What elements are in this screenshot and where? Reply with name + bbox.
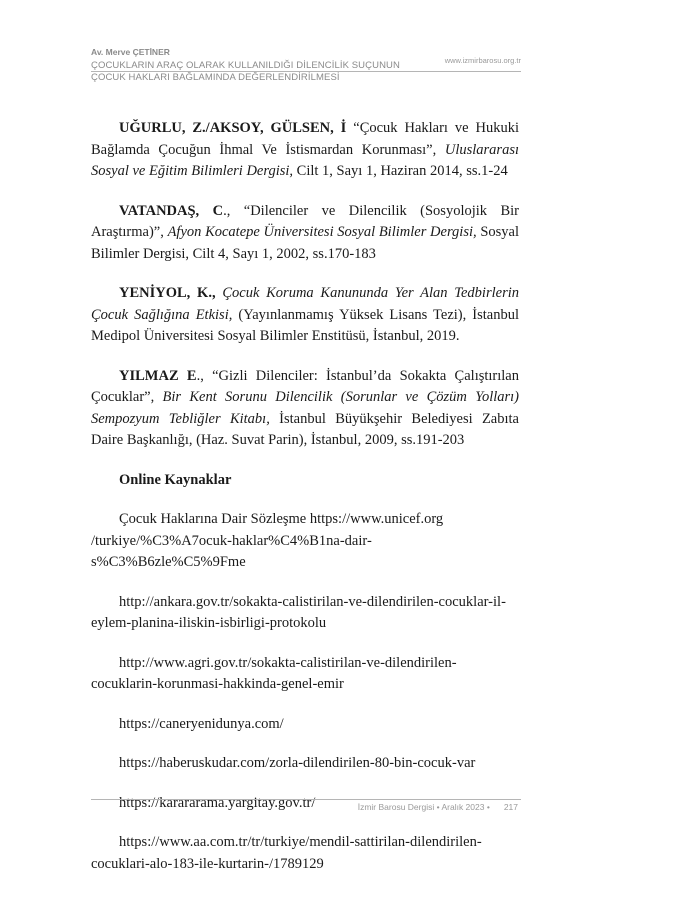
page-header <box>91 47 521 84</box>
reference-author: UĞURLU, Z./AKSOY, GÜLSEN, İ <box>119 120 347 136</box>
online-source-link[interactable]: https://haberuskudar.com/zorla-dilendirilen-80-bin-cocuk-var <box>119 755 476 771</box>
online-source-link[interactable]: http://www.agri.gov.tr/sokakta-calistirilan-ve-dilendirilen-cocuklarin-korunmasi-hakkinda-genel-emir <box>91 654 457 692</box>
footer-divider <box>91 799 521 800</box>
footer-journal-info: İzmir Barosu Dergisi • Aralık 2023 • <box>357 802 490 812</box>
reference-author: VATANDAŞ, C <box>119 202 224 219</box>
reference-author: YENİYOL, K., <box>119 285 216 301</box>
reference-entry-vatandas <box>91 201 519 266</box>
header-title-line-2: ÇOCUK HAKLARI BAĞLAMINDA DEĞERLENDİRİLMESİ <box>91 72 340 83</box>
reference-details: (Yayınlanmamış Yüksek Lisans Tezi), İstanbul Medipol Üniversitesi Sosyal Bilimler Enstitüsü, İstanbul, 2019. <box>91 306 519 344</box>
reference-entry-ugurlu <box>91 118 519 183</box>
reference-entry-yeniyol <box>91 283 519 348</box>
reference-journal: Bir Kent Sorunu Dilencilik (Sorunlar ve Çözüm Yolları) Sempozyum Tebliğler Kitabı, <box>91 389 519 427</box>
header-url: www.izmirbarosu.org.tr <box>444 56 521 65</box>
reference-journal: Uluslararası Sosyal ve Eğitim Bilimleri Dergisi, <box>91 141 519 179</box>
reference-details: İstanbul Büyükşehir Belediyesi Zabıta Daire Başkanlığı, (Haz. Suvat Parin), İstanbul, 2009, ss.191-203 <box>91 410 519 448</box>
header-title-line-1: ÇOCUKLARIN ARAÇ OLARAK KULLANILDIĞI DİLENCİLİK SUÇUNUN <box>91 60 400 71</box>
online-source-link[interactable]: Çocuk Haklarına Dair Sözleşme https://www.unicef.org /turkiye/%C3%A7ocuk-haklar%C4%B1na-dair-s%C3%B6zle%C5%9Fme <box>91 511 444 570</box>
reference-journal: Afyon Kocatepe Üniversitesi Sosyal Bilimler Dergisi, <box>167 224 477 240</box>
online-source-link[interactable]: http://ankara.gov.tr/sokakta-calistirilan-ve-dilendirilen-cocuklar-il-eylem-planina-iliskin-isbirligi-protokolu <box>91 593 506 631</box>
header-divider <box>91 71 521 72</box>
page-number: 217 <box>503 802 518 812</box>
reference-details: Cilt 1, Sayı 1, Haziran 2014, ss.1-24 <box>293 163 508 179</box>
bibliography-content <box>91 118 519 893</box>
header-author: Av. Merve ÇETİNER <box>91 47 170 57</box>
online-source-link[interactable]: https://www.aa.com.tr/tr/turkiye/mendil-sattirilan-dilendirilen-cocuklari-alo-183-ile-kurtarin-/1789129 <box>91 834 482 872</box>
reference-title: ., “Gizli Dilenciler: İstanbul’da Sokakta Çalıştırılan Çocuklar”, <box>91 367 519 405</box>
online-source-link[interactable]: https://caneryenidunya.com/ <box>119 715 284 732</box>
online-source-link[interactable]: https://karararama.yargitay.gov.tr/ <box>119 794 316 811</box>
reference-title: “Çocuk Hakları ve Hukuki Bağlamda Çocuğun İhmal Ve İstismardan Korunması”, <box>91 120 519 158</box>
reference-title: ., “Dilenciler ve Dilencilik (Sosyolojik Bir Araştırma)”, <box>91 202 519 240</box>
reference-author: YILMAZ E <box>119 367 197 384</box>
reference-journal: Çocuk Koruma Kanununda Yer Alan Tedbirlerin Çocuk Sağlığına Etkisi, <box>91 285 519 323</box>
online-sources-heading: Online Kaynaklar <box>119 471 232 488</box>
reference-entry-yilmaz <box>91 366 519 452</box>
reference-details: Sosyal Bilimler Dergisi, Cilt 4, Sayı 1, 2002, ss.170-183 <box>91 224 520 262</box>
page-footer <box>358 802 518 812</box>
